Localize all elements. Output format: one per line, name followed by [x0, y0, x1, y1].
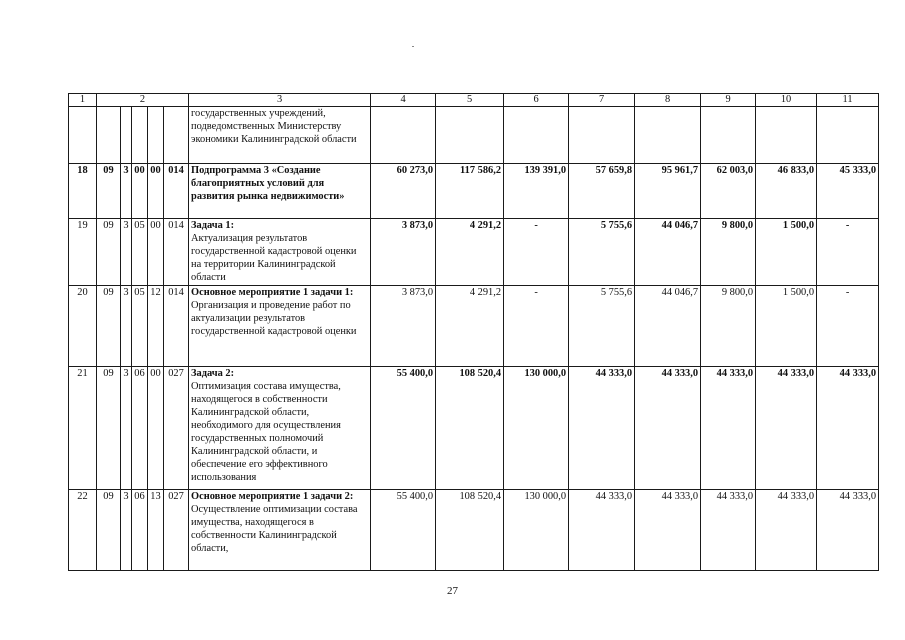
table-row	[69, 219, 879, 286]
code-program: 3	[121, 367, 132, 490]
value-col7	[569, 107, 635, 164]
code-program: 3	[121, 219, 132, 286]
value-col4: 55 400,0	[371, 490, 436, 571]
value-col11: -	[817, 219, 879, 286]
header-cell-7: 7	[569, 94, 635, 107]
value-col9: 9 800,0	[701, 286, 756, 367]
code-event: 12	[148, 286, 164, 367]
header-cell-5: 5	[436, 94, 504, 107]
value-col8: 44 333,0	[635, 490, 701, 571]
code-section: 09	[97, 164, 121, 219]
row-number: 18	[69, 164, 97, 219]
value-col7: 44 333,0	[569, 367, 635, 490]
value-col8: 44 333,0	[635, 367, 701, 490]
code-program	[121, 107, 132, 164]
value-col4: 3 873,0	[371, 219, 436, 286]
header-cell-4: 4	[371, 94, 436, 107]
header-cell-6: 6	[504, 94, 569, 107]
code-subprogram: 00	[132, 164, 148, 219]
value-col11: 45 333,0	[817, 164, 879, 219]
value-col9: 44 333,0	[701, 490, 756, 571]
header-cell-8: 8	[635, 94, 701, 107]
header-cell-10: 10	[756, 94, 817, 107]
row-description	[189, 164, 371, 219]
header-row	[69, 94, 879, 107]
header-cell-3: 3	[189, 94, 371, 107]
code-program: 3	[121, 164, 132, 219]
table-row	[69, 164, 879, 219]
value-col4: 3 873,0	[371, 286, 436, 367]
row-number: 21	[69, 367, 97, 490]
row-desc-text: Оптимизация состава имущества, находящегося в собственности Калининградской области, необходимого для осуществления государственных полномочий Калининградской области, и обеспечение его эффективного использования	[191, 381, 341, 483]
page-number: 27	[447, 585, 458, 597]
code-event: 00	[148, 219, 164, 286]
code-executor: 027	[164, 490, 189, 571]
value-col9	[701, 107, 756, 164]
value-col5: 108 520,4	[436, 490, 504, 571]
header-cell-2: 2	[97, 94, 189, 107]
row-number: 22	[69, 490, 97, 571]
code-section: 09	[97, 219, 121, 286]
row-title: Основное мероприятие 1 задачи 1:	[191, 287, 354, 298]
value-col4: 60 273,0	[371, 164, 436, 219]
row-title: Основное мероприятие 1 задачи 2:	[191, 491, 354, 502]
value-col4: 55 400,0	[371, 367, 436, 490]
value-col10: 44 333,0	[756, 490, 817, 571]
value-col8: 44 046,7	[635, 286, 701, 367]
code-section: 09	[97, 367, 121, 490]
value-col9: 9 800,0	[701, 219, 756, 286]
code-event	[148, 107, 164, 164]
value-col9: 62 003,0	[701, 164, 756, 219]
value-col10	[756, 107, 817, 164]
code-event: 00	[148, 164, 164, 219]
value-col8: 44 046,7	[635, 219, 701, 286]
code-subprogram: 06	[132, 490, 148, 571]
row-desc-text: Организация и проведение работ по актуализации результатов государственной кадастровой оценки	[191, 300, 357, 337]
value-col11	[817, 107, 879, 164]
code-executor	[164, 107, 189, 164]
value-col10: 1 500,0	[756, 219, 817, 286]
code-section: 09	[97, 490, 121, 571]
row-number: 20	[69, 286, 97, 367]
value-col11: -	[817, 286, 879, 367]
table-row	[69, 490, 879, 571]
value-col5: 4 291,2	[436, 286, 504, 367]
value-col6: -	[504, 286, 569, 367]
budget-table	[68, 93, 879, 571]
row-title: Задача 1:	[191, 220, 235, 231]
value-col7: 5 755,6	[569, 286, 635, 367]
code-event: 13	[148, 490, 164, 571]
code-section	[97, 107, 121, 164]
code-executor: 014	[164, 164, 189, 219]
code-subprogram: 06	[132, 367, 148, 490]
table-row	[69, 286, 879, 367]
value-col4	[371, 107, 436, 164]
value-col6: 130 000,0	[504, 490, 569, 571]
code-subprogram: 05	[132, 286, 148, 367]
code-executor: 014	[164, 219, 189, 286]
value-col10: 44 333,0	[756, 367, 817, 490]
code-event: 00	[148, 367, 164, 490]
value-col5: 117 586,2	[436, 164, 504, 219]
value-col7: 44 333,0	[569, 490, 635, 571]
code-subprogram	[132, 107, 148, 164]
code-subprogram: 05	[132, 219, 148, 286]
row-description	[189, 490, 371, 571]
code-program: 3	[121, 286, 132, 367]
code-program: 3	[121, 490, 132, 571]
value-col5	[436, 107, 504, 164]
row-title: Задача 2:	[191, 368, 235, 379]
value-col10: 46 833,0	[756, 164, 817, 219]
table-row	[69, 107, 879, 164]
value-col6: -	[504, 219, 569, 286]
header-cell-1: 1	[69, 94, 97, 107]
row-description	[189, 219, 371, 286]
value-col6: 139 391,0	[504, 164, 569, 219]
value-col5: 4 291,2	[436, 219, 504, 286]
value-col11: 44 333,0	[817, 490, 879, 571]
value-col5: 108 520,4	[436, 367, 504, 490]
row-number	[69, 107, 97, 164]
header-cell-11: 11	[817, 94, 879, 107]
row-description	[189, 286, 371, 367]
code-executor: 027	[164, 367, 189, 490]
value-col10: 1 500,0	[756, 286, 817, 367]
row-description	[189, 107, 371, 164]
value-col8	[635, 107, 701, 164]
row-description	[189, 367, 371, 490]
value-col8: 95 961,7	[635, 164, 701, 219]
code-executor: 014	[164, 286, 189, 367]
row-title: Подпрограмма 3 «Создание благоприятных условий для развития рынка недвижимости»	[191, 165, 345, 202]
scan-speck	[412, 46, 414, 47]
code-section: 09	[97, 286, 121, 367]
table-row	[69, 367, 879, 490]
value-col6	[504, 107, 569, 164]
row-desc-text: Актуализация результатов государственной кадастровой оценки на территории Калининградской области	[191, 233, 357, 283]
row-desc-text: государственных учреждений, подведомственных Министерству экономики Калининградской области	[191, 108, 357, 145]
value-col7: 57 659,8	[569, 164, 635, 219]
value-col7: 5 755,6	[569, 219, 635, 286]
header-cell-9: 9	[701, 94, 756, 107]
value-col6: 130 000,0	[504, 367, 569, 490]
row-desc-text: Осуществление оптимизации состава имущества, находящегося в собственности Калининградской области,	[191, 504, 358, 554]
value-col11: 44 333,0	[817, 367, 879, 490]
value-col9: 44 333,0	[701, 367, 756, 490]
row-number: 19	[69, 219, 97, 286]
